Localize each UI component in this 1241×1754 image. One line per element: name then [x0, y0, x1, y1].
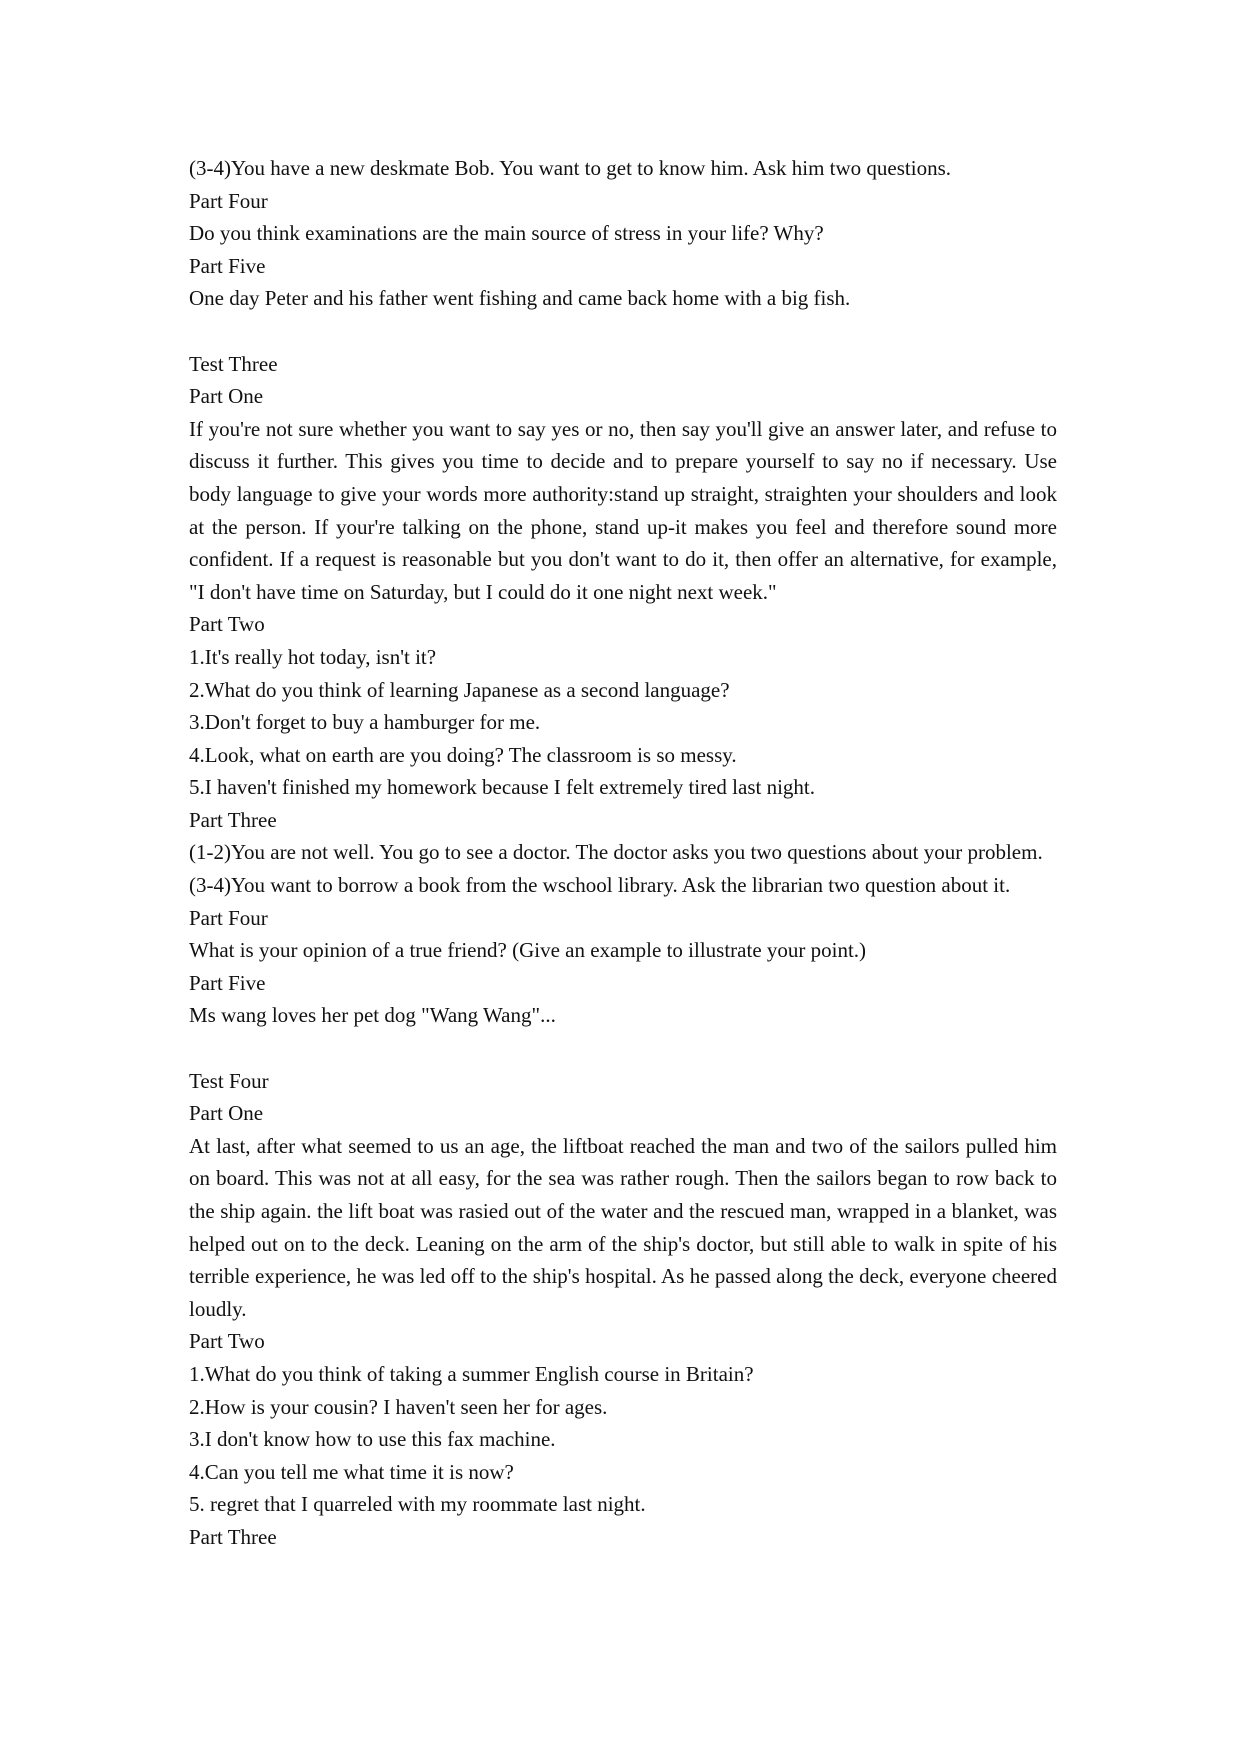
reading-passage: At last, after what seemed to us an age, the liftboat reached the man and two of the sailors pulled him on board. This was not at all easy, for the sea was rather rough. Then the sailors began to row back to the ship again. the lift boat was rasied out of the water and the rescued man, wrapped in a blanket, was helped out on to the deck. Leaning on the arm of the ship's doctor, but still able to walk in spite of his terrible experience, he was led off to the ship's hospital. As he passed along the deck, everyone cheered loudly. — [189, 1133, 1057, 1321]
list-item: 4.Look, what on earth are you doing? The classroom is so messy. — [189, 742, 737, 767]
section-heading: Part Three — [189, 1524, 277, 1549]
section-heading: Part Two — [189, 1329, 265, 1354]
list-item: 5.I haven't finished my homework because I felt extremely tired last night. — [189, 775, 816, 800]
question-line: (1-2)You are not well. You go to see a doctor. The doctor asks you two questions about your problem. — [189, 840, 1043, 865]
question-line: What is your opinion of a true friend? (Give an example to illustrate your point.) — [189, 938, 867, 963]
section-heading: Part One — [189, 384, 264, 409]
question-line: (3-4)You want to borrow a book from the wschool library. Ask the librarian two question about it. — [189, 873, 1011, 898]
section-heading: Part Four — [189, 188, 268, 213]
question-line: Ms wang loves her pet dog "Wang Wang"... — [189, 1003, 556, 1028]
list-item: 5. regret that I quarreled with my roommate last night. — [189, 1492, 646, 1517]
section-heading: Part Three — [189, 807, 277, 832]
list-item: 4.Can you tell me what time it is now? — [189, 1459, 514, 1484]
section-heading: Part One — [189, 1101, 264, 1126]
test-title: Test Four — [189, 1068, 269, 1093]
spacer — [189, 1032, 1057, 1065]
spacer — [189, 315, 1057, 348]
question-line: One day Peter and his father went fishing and came back home with a big fish. — [189, 286, 851, 311]
test-title: Test Three — [189, 351, 278, 376]
reading-passage: If you're not sure whether you want to say yes or no, then say you'll give an answer later, and refuse to discuss it further. This gives you time to decide and to prepare yourself to say no if necessary. Use body language to give your words more authority:stand up straight, straighten your shoulders and look at the person. If your're talking on the phone, stand up-it makes you feel and therefore sound more confident. If a request is reasonable but you don't want to do it, then offer an alternative, for example, "I don't have time on Saturday, but I could do it one night next week." — [189, 416, 1057, 604]
section-heading: Part Two — [189, 612, 265, 637]
list-item: 1.It's really hot today, isn't it? — [189, 644, 437, 669]
list-item: 1.What do you think of taking a summer English course in Britain? — [189, 1361, 754, 1386]
section-heading: Part Five — [189, 970, 266, 995]
section-heading: Part Five — [189, 253, 266, 278]
list-item: 3.I don't know how to use this fax machine. — [189, 1427, 556, 1452]
list-item: 2.What do you think of learning Japanese as a second language? — [189, 677, 730, 702]
question-line: (3-4)You have a new deskmate Bob. You want to get to know him. Ask him two questions. — [189, 156, 951, 180]
question-line: Do you think examinations are the main source of stress in your life? Why? — [189, 221, 824, 246]
list-item: 2.How is your cousin? I haven't seen her for ages. — [189, 1394, 608, 1419]
document-page — [189, 152, 1057, 1554]
list-item: 3.Don't forget to buy a hamburger for me. — [189, 710, 541, 735]
section-heading: Part Four — [189, 905, 268, 930]
